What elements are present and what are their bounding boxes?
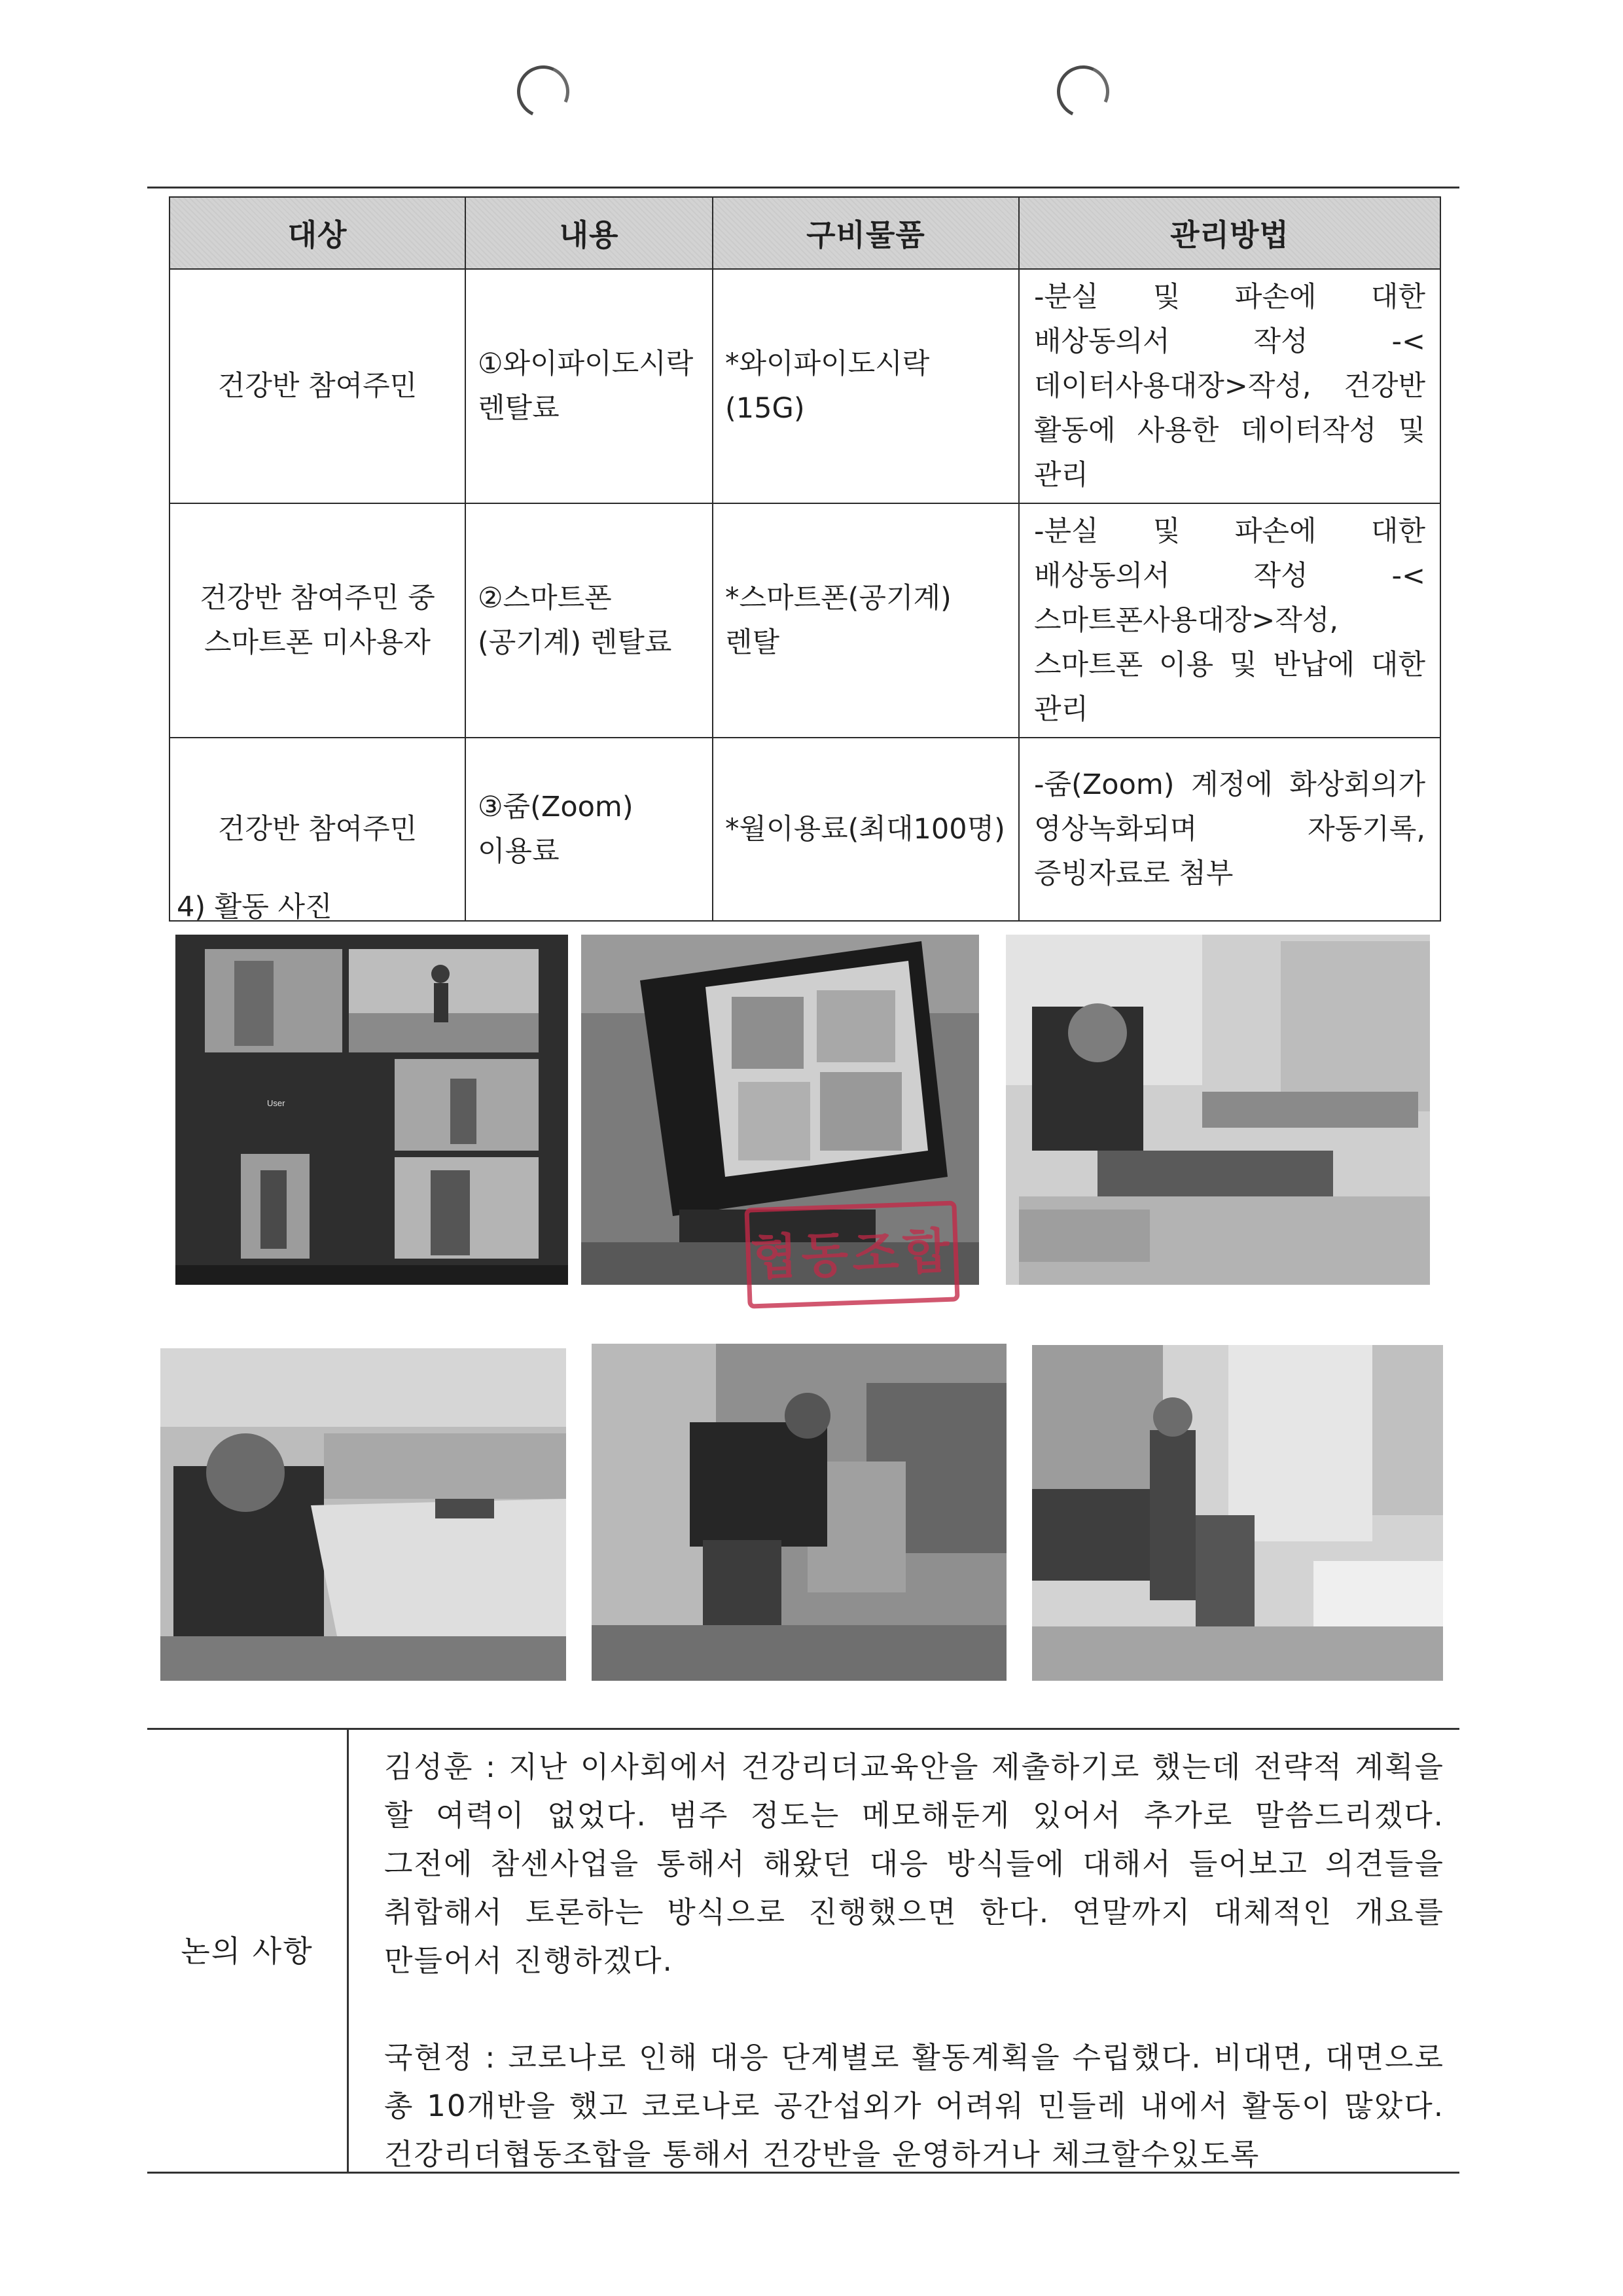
header-items: 구비물품 — [713, 197, 1019, 269]
cell-target: 건강반 참여주민 중 스마트폰 미사용자 — [169, 503, 465, 738]
cell-content: ①와이파이도시락 렌탈료 — [465, 269, 713, 503]
header-management: 관리방법 — [1019, 197, 1440, 269]
cell-management: -줌(Zoom) 계정에 화상회의가 영상녹화되며 자동기록, 증빙자료로 첨부 — [1019, 738, 1440, 921]
photo-section-title: 4) 활동 사진 — [177, 891, 332, 924]
punch-hole-left — [510, 58, 577, 126]
cell-items: *월이용료(최대100명) — [713, 738, 1019, 921]
header-content: 내용 — [465, 197, 713, 269]
discussion-body — [384, 1743, 1444, 2179]
activity-photo-zoom-gallery — [175, 935, 568, 1285]
punch-hole-right — [1050, 58, 1117, 126]
supply-table — [169, 196, 1441, 922]
discussion-section — [147, 1728, 1459, 2174]
zoom-user-label: User — [267, 1098, 285, 1108]
header-target: 대상 — [169, 197, 465, 269]
table-row — [169, 269, 1440, 503]
cell-management: -분실 및 파손에 대한 배상동의서 작성 -<데이터사용대장>작성, 건강반 활동에 사용한 데이터작성 및 관리 — [1019, 269, 1440, 503]
organization-stamp: 협동조합 — [744, 1200, 959, 1308]
activity-photo-seated-table — [160, 1348, 566, 1681]
cell-items: *와이파이도시락(15G) — [713, 269, 1019, 503]
activity-photo-standing — [1032, 1345, 1443, 1681]
top-rule — [147, 187, 1459, 188]
activity-photo-stretching — [592, 1344, 1007, 1681]
discussion-paragraph: 국현정 : 코로나로 인해 대응 단계별로 활동계획을 수립했다. 비대면, 대면으로 총 10개반을 했고 코로나로 공간섭외가 어려워 민들레 내에서 활동이 많았다. 건강리더협동조합을 통해서 건강반을 운영하거나 체크할수있도록 — [384, 2040, 1444, 2172]
discussion-paragraph: 김성훈 : 지난 이사회에서 건강리더교육안을 제출하기로 했는데 전략적 계획을 할 여력이 없었다. 범주 정도는 메모해둔게 있어서 추가로 말씀드리겠다. 그전에 참센사업을 통해서 해왔던 대응 방식들에 대해서 들어보고 의견들을 취합해서 토론하는 방식으로 진행했으면 한다. 연말까지 대체적인 개요를 만들어서 진행하겠다. — [384, 1749, 1444, 1978]
cell-target: 건강반 참여주민 — [169, 738, 465, 921]
cell-management: -분실 및 파손에 대한 배상동의서 작성 -<스마트폰사용대장>작성, 스마트폰 이용 및 반납에 대한 관리 — [1019, 503, 1440, 738]
table-row — [169, 738, 1440, 921]
cell-target: 건강반 참여주민 — [169, 269, 465, 503]
activity-photo-bedside — [1006, 935, 1430, 1285]
cell-content: ②스마트폰(공기계) 렌탈료 — [465, 503, 713, 738]
table-row — [169, 503, 1440, 738]
cell-content: ③줌(Zoom)이용료 — [465, 738, 713, 921]
table-header-row — [169, 197, 1440, 269]
discussion-divider — [347, 1730, 349, 2172]
cell-items: *스마트폰(공기계) 렌탈 — [713, 503, 1019, 738]
discussion-label: 논의 사항 — [181, 1933, 313, 1969]
